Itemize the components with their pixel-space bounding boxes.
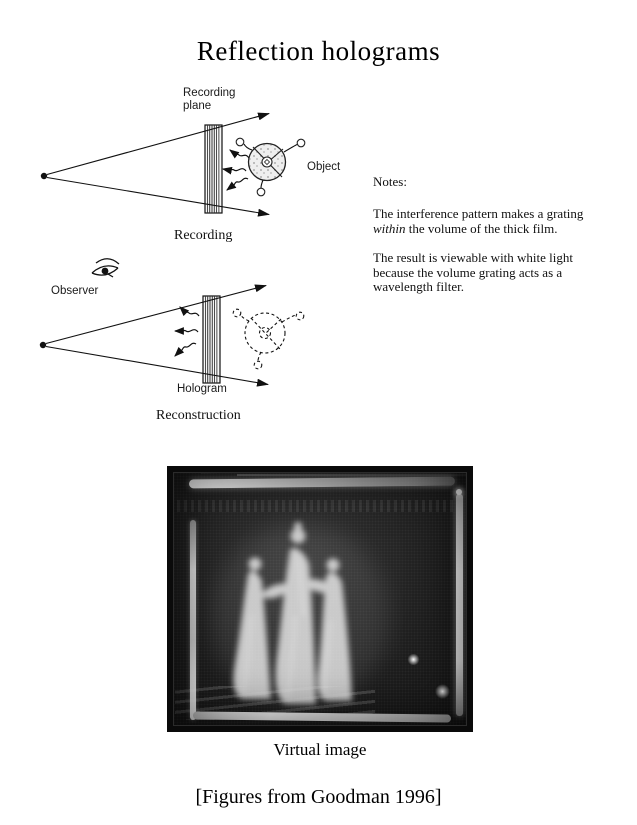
point-source-dot-icon — [41, 173, 47, 179]
notes-paragraph-2: The result is viewable with white light because the volume grating acts as a wavelength filter. — [373, 250, 574, 294]
spotted-ball-object-icon — [236, 138, 305, 196]
photo-frame — [167, 466, 473, 732]
recording-plane-label: Recording plane — [183, 87, 236, 112]
recording-caption: Recording — [174, 228, 233, 243]
striped-film-plate-icon — [203, 296, 220, 383]
point-source-dot-icon — [40, 342, 46, 348]
diverging-ray-arrow-icons — [46, 286, 268, 385]
observer-label: Observer — [51, 285, 99, 297]
reconstruction-caption: Reconstruction — [156, 408, 241, 423]
diverging-ray-arrow-icons — [47, 114, 269, 215]
notes-paragraph-1: The interference pattern makes a grating within the volume of the thick film. — [373, 206, 584, 236]
citation-text: [Figures from Goodman 1996] — [195, 786, 442, 808]
reconstruction-diagram — [30, 252, 360, 392]
object-label: Object — [307, 161, 341, 173]
hologram-photo — [167, 466, 473, 732]
notes-heading: Notes: — [373, 174, 407, 189]
photo-caption: Virtual image — [273, 740, 367, 759]
eye-icon — [92, 259, 119, 277]
page-title: Reflection holograms — [196, 36, 441, 66]
dashed-ghost-object-icon — [233, 309, 304, 369]
striped-film-plate-icon — [205, 125, 222, 213]
hologram-label: Hologram — [177, 383, 227, 395]
wavy-light-arrow-icons — [175, 307, 199, 356]
wavy-light-arrow-icons — [223, 150, 249, 190]
